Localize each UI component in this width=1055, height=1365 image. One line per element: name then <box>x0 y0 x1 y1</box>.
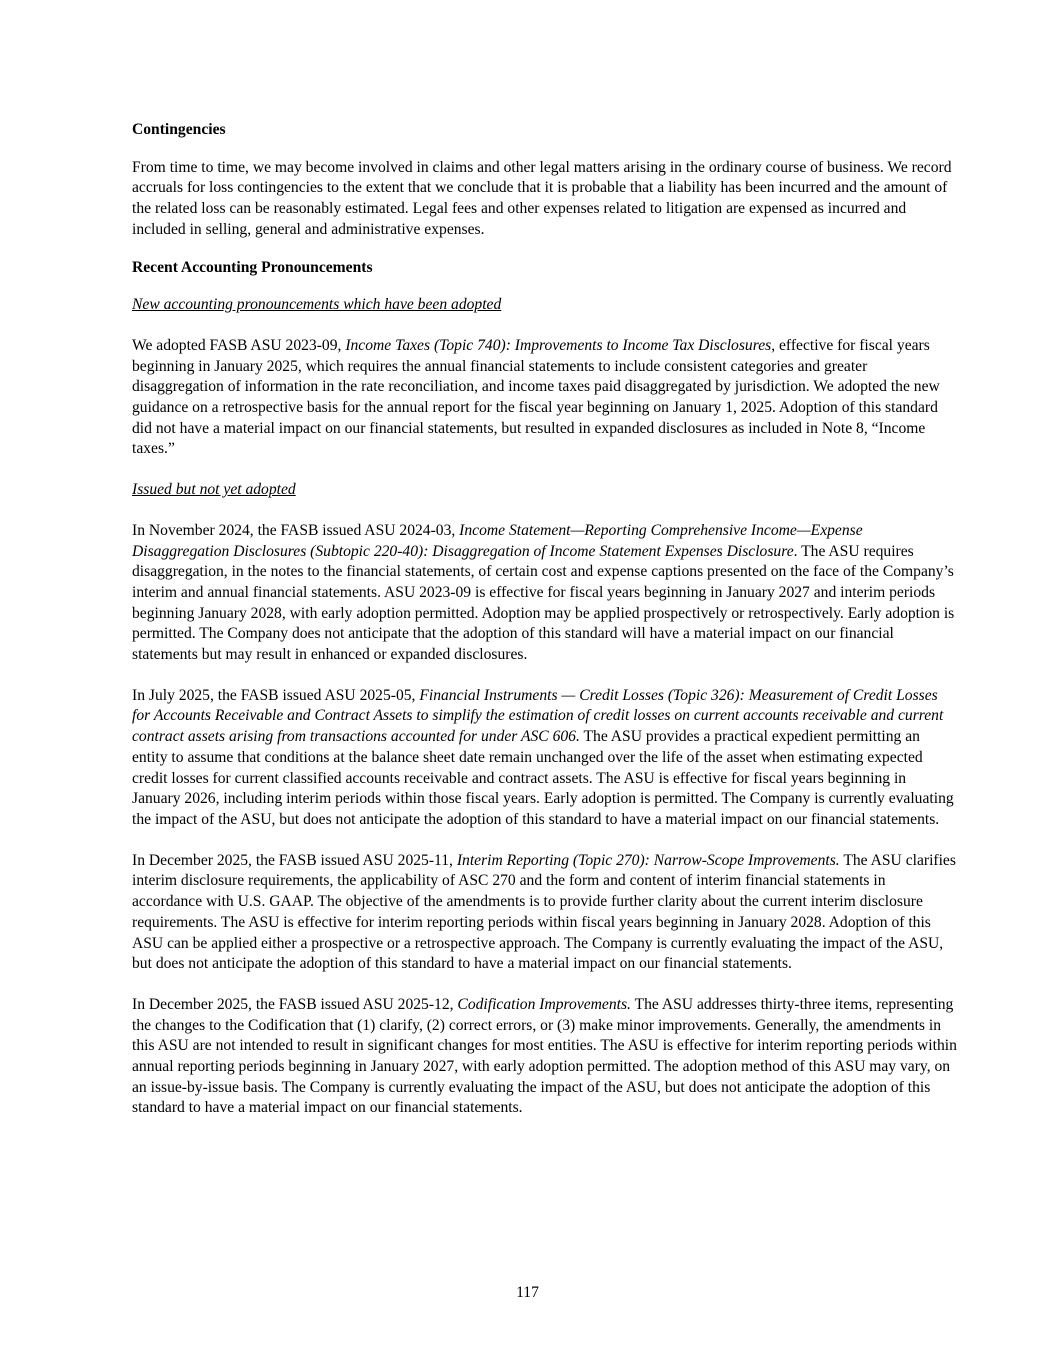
page-number: 117 <box>516 1284 539 1301</box>
text-italic-title: Income Taxes (Topic 740): Improvements to Income Tax Disclosures <box>345 336 772 354</box>
text-post: The ASU clarifies interim disclosure requirements, the applicability of ASC 270 and the form and content of interim financial statements in accordance with U.S. GAAP. The objective of the amendments is to provide further clarity about the current interim disclosure requirements. The ASU is effective for interim reporting periods within fiscal years beginning in January 2028. Adoption of this ASU can be applied either a prospective or a retrospective approach. The Company is currently evaluating the impact of the ASU, but does not anticipate the adoption of this standard to have a material impact on our financial statements. <box>132 851 956 973</box>
subheading-adopted: New accounting pronouncements which have been adopted <box>132 296 502 314</box>
text-pre: In December 2025, the FASB issued ASU 2025-11, <box>132 851 457 869</box>
document-page <box>132 120 958 1119</box>
text-italic-title: Income Statement—Reporting Comprehensive Income—Expense Disaggregation Disclosures (Subtopic 220-40): Disaggregation of Income Statement Expenses Disclosure <box>132 521 863 560</box>
paragraph-asu-2025-12 <box>132 995 958 1119</box>
section-heading-contingencies: Contingencies <box>132 121 226 138</box>
text-pre: In December 2025, the FASB issued ASU 2025-12, <box>132 995 458 1013</box>
text-italic-title: Codification Improvements. <box>457 995 631 1013</box>
text-italic-title: Financial Instruments — Credit Losses (Topic 326): Measurement of Credit Losses for Accounts Receivable and Contract Assets to simplify the estimation of credit losses on current accounts receivable and current contract assets arising from transactions accounted for under ASC 606. <box>132 686 944 746</box>
text-post: . The ASU requires disaggregation, in the notes to the financial statements, of certain cost and expense captions presented on the face of the Company’s interim and annual financial statements. ASU 2023-09 is effective for fiscal years beginning in January 2027 and interim periods beginning January 2028, with early adoption permitted. Adoption may be applied prospectively or retrospectively. Early adoption is permitted. The Company does not anticipate that the adoption of this standard will have a material impact on our financial statements but may result in enhanced or expanded disclosures. <box>132 542 955 664</box>
paragraph-asu-2025-05 <box>132 686 958 831</box>
text-pre: In November 2024, the FASB issued ASU 2024-03, <box>132 521 460 539</box>
text-post: The ASU provides a practical expedient permitting an entity to assume that conditions at the balance sheet date remain unchanged over the life of the asset when estimating expected credit losses for current classified accounts receivable and contract assets. The ASU is effective for fiscal years beginning in January 2026, including interim periods within those fiscal years. Early adoption is permitted. The Company is currently evaluating the impact of the ASU, but does not anticipate the adoption of this standard to have a material impact on our financial statements. <box>132 728 954 828</box>
text-pre: We adopted FASB ASU 2023-09, <box>132 336 346 354</box>
paragraph-asu-2023-09 <box>132 336 958 460</box>
paragraph-contingencies: From time to time, we may become involved in claims and other legal matters arising in the ordinary course of business. We record accruals for loss contingencies to the extent that we conclude that it is probable that a liability has been incurred and the amount of the related loss can be reasonably estimated. Legal fees and other expenses related to litigation are expensed as incurred and included in selling, general and administrative expenses. <box>132 158 952 238</box>
section-heading-recent-accounting: Recent Accounting Pronouncements <box>132 258 373 276</box>
text-post: , effective for fiscal years beginning in January 2025, which requires the annual financial statements to include consistent categories and greater disaggregation of information in the rate reconciliation, and income taxes paid disaggregated by jurisdiction. We adopted the new guidance on a retrospective basis for the annual report for the fiscal year beginning on January 1, 2025. Adoption of this standard did not have a material impact on our financial statements, but resulted in expanded disclosures as included in Note 8, “Income taxes.” <box>132 336 940 458</box>
paragraph-asu-2025-11 <box>132 851 958 975</box>
subheading-issued-not-adopted: Issued but not yet adopted <box>132 481 296 499</box>
text-italic-title: Interim Reporting (Topic 270): Narrow-Scope Improvements. <box>456 851 840 869</box>
text-pre: In July 2025, the FASB issued ASU 2025-05, <box>132 686 420 704</box>
text-post: The ASU addresses thirty-three items, representing the changes to the Codification that (1) clarify, (2) correct errors, or (3) make minor improvements. Generally, the amendments in this ASU are not intended to result in significant changes for most entities. The ASU is effective for interim reporting periods within annual reporting periods beginning in January 2027, with early adoption permitted. The adoption method of this ASU may vary, on an issue-by-issue basis. The Company is currently evaluating the impact of the ASU, but does not anticipate the adoption of this standard to have a material impact on our financial statements. <box>132 995 957 1117</box>
paragraph-asu-2024-03 <box>132 521 958 666</box>
